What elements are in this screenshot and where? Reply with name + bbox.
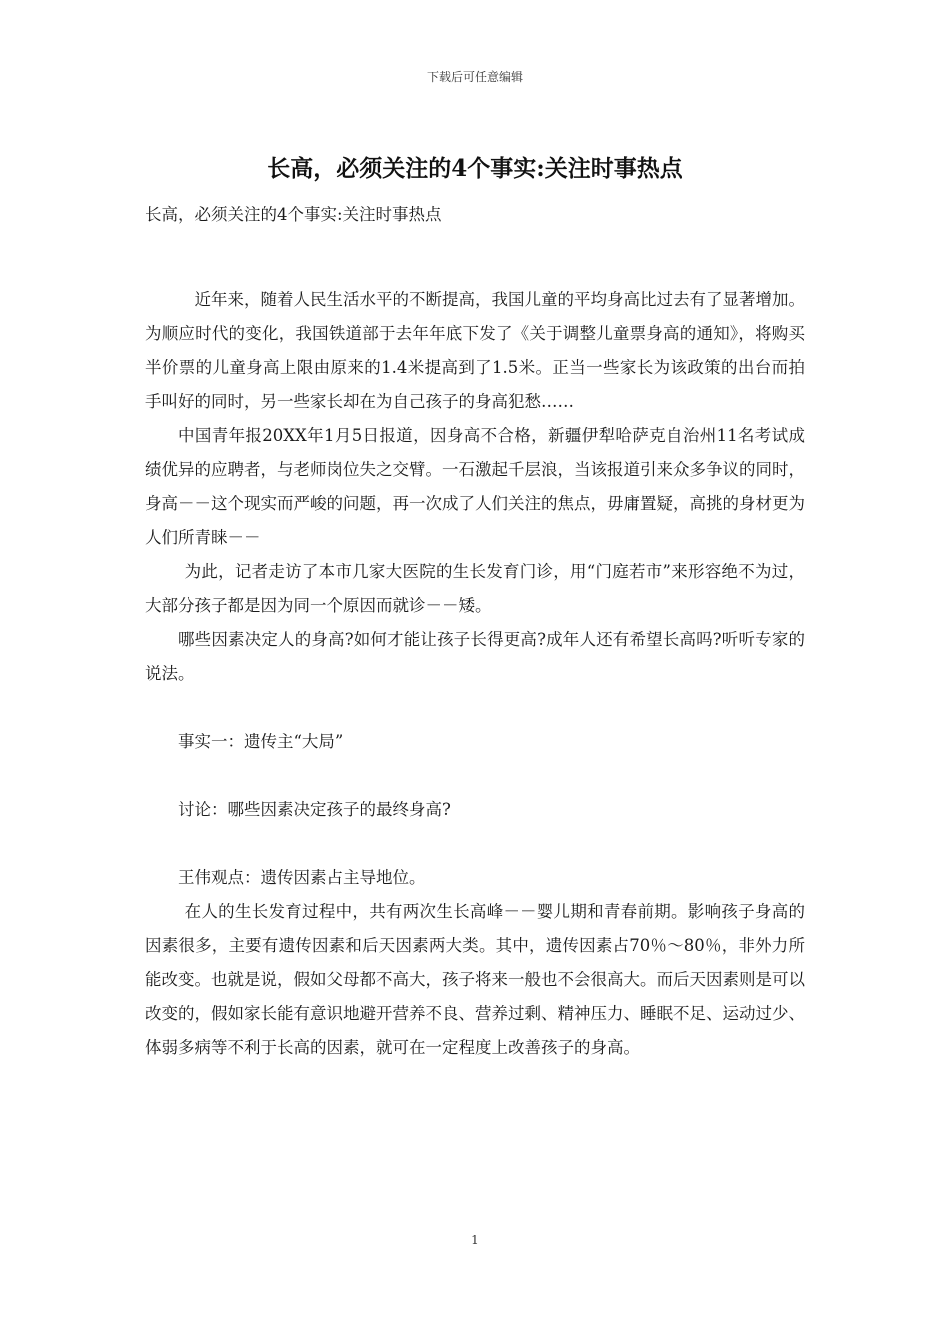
spacer bbox=[145, 266, 805, 283]
expert-viewpoint: 王伟观点：遗传因素占主导地位。 bbox=[178, 868, 426, 887]
discussion-question: 讨论：哪些因素决定孩子的最终身高? bbox=[178, 800, 451, 819]
spacer bbox=[145, 759, 805, 793]
paragraph-questions: 哪些因素决定人的身高?如何才能让孩子长得更高?成年人还有希望长高吗?听听专家的说法。 bbox=[145, 630, 805, 683]
document-subtitle: 长高，必须关注的4个事实:关注时事热点 bbox=[145, 205, 442, 224]
paragraph-hospital-visit: 为此，记者走访了本市几家大医院的生长发育门诊，用“门庭若市”来形容绝不为过，大部分孩子都是因为同一个原因而就诊－－矮。 bbox=[145, 562, 805, 615]
header-note: 下载后可任意编辑 bbox=[426, 70, 523, 84]
paragraph-news-report: 中国青年报20XX年1月5日报道，因身高不合格，新疆伊犁哈萨克自治州11名考试成绩优异的应聘者，与老师岗位失之交臂。一石激起千层浪，当该报道引来众多争议的同时，身高－－这个现实而严峻的问题，再一次成了人们关注的焦点，毋庸置疑，高挑的身材更为人们所青睐－－ bbox=[145, 426, 805, 547]
paragraph-intro: 近年来，随着人民生活水平的不断提高，我国儿童的平均身高比过去有了显著增加。为顺应时代的变化，我国铁道部于去年年底下发了《关于调整儿童票身高的通知》，将购买半价票的儿童身高上限由原来的1.4米提高到了1.5米。正当一些家长为该政策的出台而拍手叫好的同时，另一些家长却在为自己孩子的身高犯愁…… bbox=[145, 290, 805, 411]
document-body bbox=[145, 198, 805, 1065]
spacer bbox=[145, 691, 805, 725]
section-heading-fact-one: 事实一：遗传主“大局” bbox=[178, 732, 344, 751]
spacer bbox=[145, 232, 805, 266]
document-title: 长高，必须关注的4个事实:关注时事热点 bbox=[267, 155, 683, 182]
page-number: 1 bbox=[471, 1233, 479, 1247]
spacer bbox=[145, 827, 805, 861]
paragraph-genetics: 在人的生长发育过程中，共有两次生长高峰－－婴儿期和青春前期。影响孩子身高的因素很多，主要有遗传因素和后天因素两大类。其中，遗传因素占70％～80％，非外力所能改变。也就是说，假如父母都不高大，孩子将来一般也不会很高大。而后天因素则是可以改变的，假如家长能有意识地避开营养不良、营养过剩、精神压力、睡眠不足、运动过少、体弱多病等不利于长高的因素，就可在一定程度上改善孩子的身高。 bbox=[145, 902, 805, 1057]
